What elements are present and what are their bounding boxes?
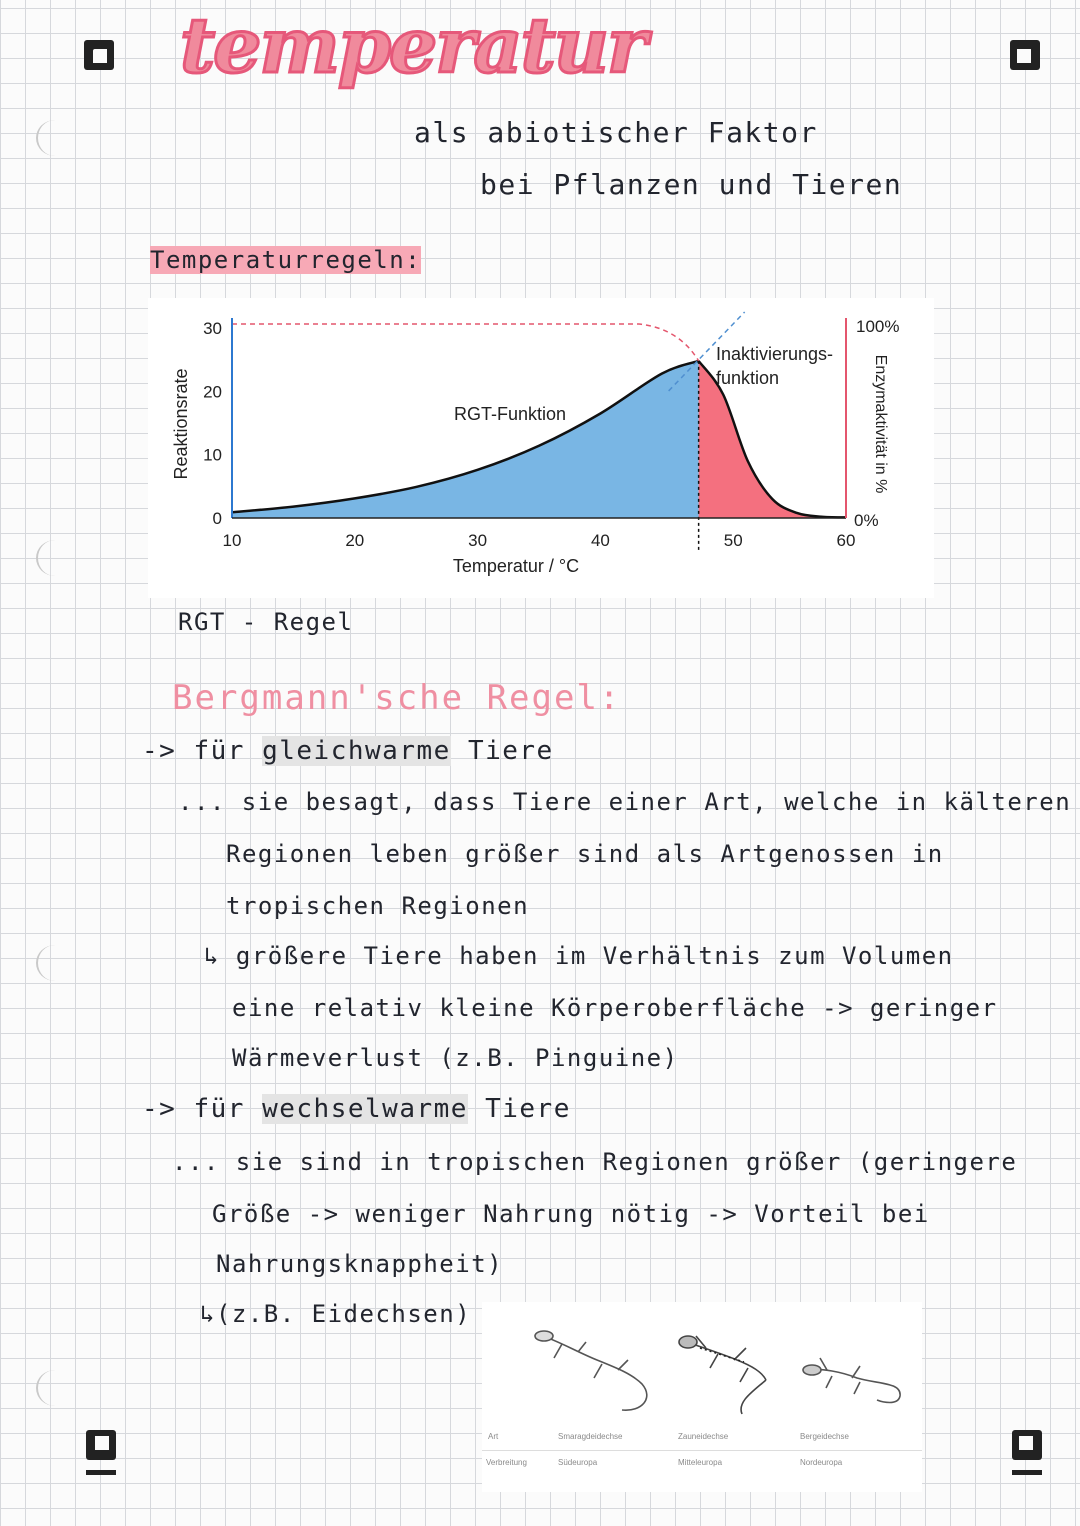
species-region-1: Südeuropa bbox=[558, 1458, 598, 1467]
warm-pre: für bbox=[193, 736, 245, 766]
punch-hole-1 bbox=[36, 120, 74, 156]
cold-post: Tiere bbox=[485, 1094, 571, 1124]
series-area-1 bbox=[232, 361, 699, 518]
y-tick-label: 0 bbox=[212, 509, 222, 528]
warm-text-line-3: tropischen Regionen bbox=[226, 892, 530, 920]
rgt-chart bbox=[148, 298, 934, 598]
corner-marker-top-right-icon bbox=[1010, 40, 1040, 70]
y-tick-label: 30 bbox=[203, 319, 222, 338]
cold-blooded-line bbox=[142, 1094, 571, 1124]
corner-marker-bottom-left-icon bbox=[86, 1430, 116, 1460]
cold-text-line-1: ... sie sind in tropischen Regionen größer (geringere bbox=[172, 1148, 1018, 1176]
cold-pre: für bbox=[193, 1094, 245, 1124]
lizard-zaun-icon bbox=[679, 1336, 766, 1414]
rgt-chart-svg bbox=[148, 298, 934, 598]
x-tick-label: 40 bbox=[590, 531, 610, 550]
cold-text-line-2: Größe -> weniger Nahrung nötig -> Vorteil bei bbox=[212, 1200, 930, 1228]
subtitle-line-1: als abiotischer Faktor bbox=[414, 116, 818, 149]
section-heading-temperaturregeln bbox=[150, 246, 421, 274]
species-name-3: Bergeidechse bbox=[800, 1432, 849, 1441]
cold-text-line-3: Nahrungsknappheit) bbox=[216, 1250, 504, 1278]
row-label-verbreitung: Verbreitung bbox=[486, 1458, 527, 1467]
x-tick-label: 10 bbox=[222, 531, 242, 550]
warm-text-line-2: Regionen leben größer sind als Artgenossen in bbox=[226, 840, 944, 868]
x-tick-label: 30 bbox=[468, 531, 488, 550]
punch-hole-2 bbox=[36, 540, 74, 576]
lizard-berg-icon bbox=[803, 1358, 900, 1403]
right-tick-label: 0% bbox=[854, 511, 879, 530]
annotation-inactivation-2: funktion bbox=[716, 368, 780, 388]
warm-consequence-line-3: Wärmeverlust (z.B. Pinguine) bbox=[232, 1044, 679, 1072]
marker-bar-bottom-left bbox=[86, 1470, 116, 1475]
right-axis-label: Enzymaktivität in % bbox=[872, 354, 889, 494]
warm-consequence-line-1: ↳ größere Tiere haben im Verhältnis zum Volumen bbox=[204, 942, 954, 970]
rgt-rule-label: RGT - Regel bbox=[178, 608, 354, 636]
punch-hole-4 bbox=[36, 1370, 74, 1406]
species-region-2: Mitteleuropa bbox=[678, 1458, 723, 1467]
page-title: temperatur bbox=[180, 1, 646, 90]
x-tick-label: 50 bbox=[723, 531, 743, 550]
species-region-3: Nordeuropa bbox=[800, 1458, 843, 1467]
right-tick-label: 100% bbox=[856, 317, 900, 336]
row-label-art: Art bbox=[488, 1432, 499, 1441]
warm-post: Tiere bbox=[467, 736, 554, 766]
warm-highlight: gleichwarme bbox=[262, 736, 451, 766]
species-name-2: Zauneidechse bbox=[678, 1432, 729, 1441]
y-tick-label: 20 bbox=[203, 382, 222, 402]
corner-marker-bottom-right-icon bbox=[1012, 1430, 1042, 1460]
x-tick-label: 20 bbox=[345, 531, 365, 550]
y-tick-label: 10 bbox=[203, 445, 222, 465]
dashed-max-line bbox=[232, 324, 699, 361]
y-axis-label: Reaktionsrate bbox=[171, 368, 191, 480]
warm-arrow: -> bbox=[142, 736, 177, 766]
marker-bar-bottom-right bbox=[1012, 1470, 1042, 1475]
cold-arrow: -> bbox=[142, 1094, 177, 1124]
warm-consequence-line-2: eine relativ kleine Körperoberfläche -> geringer bbox=[232, 994, 998, 1022]
annotation-rgt: RGT-Funktion bbox=[454, 404, 567, 424]
x-axis-label: Temperatur / °C bbox=[452, 556, 580, 576]
species-name-1: Smaragdeidechse bbox=[558, 1432, 623, 1441]
lizard-figure bbox=[482, 1302, 922, 1492]
lizard-smaragd-icon bbox=[535, 1331, 647, 1410]
cold-example: ↳(z.B. Eidechsen) bbox=[200, 1300, 472, 1328]
punch-hole-3 bbox=[36, 945, 74, 981]
table-divider bbox=[482, 1450, 922, 1451]
x-tick-label: 60 bbox=[836, 531, 856, 550]
cold-highlight: wechselwarme bbox=[262, 1094, 468, 1124]
lizard-drawings bbox=[482, 1302, 922, 1422]
warm-text-line-1: ... sie besagt, dass Tiere einer Art, welche in kälteren bbox=[178, 788, 1072, 816]
bergmann-heading: Bergmann'sche Regel: bbox=[172, 678, 622, 718]
annotation-inactivation-1: Inaktivierungs- bbox=[716, 344, 834, 364]
warm-blooded-line bbox=[142, 736, 554, 766]
section-heading-text: Temperaturregeln: bbox=[150, 246, 422, 274]
corner-marker-top-left-icon bbox=[84, 40, 114, 70]
subtitle-line-2: bei Pflanzen und Tieren bbox=[480, 168, 903, 201]
